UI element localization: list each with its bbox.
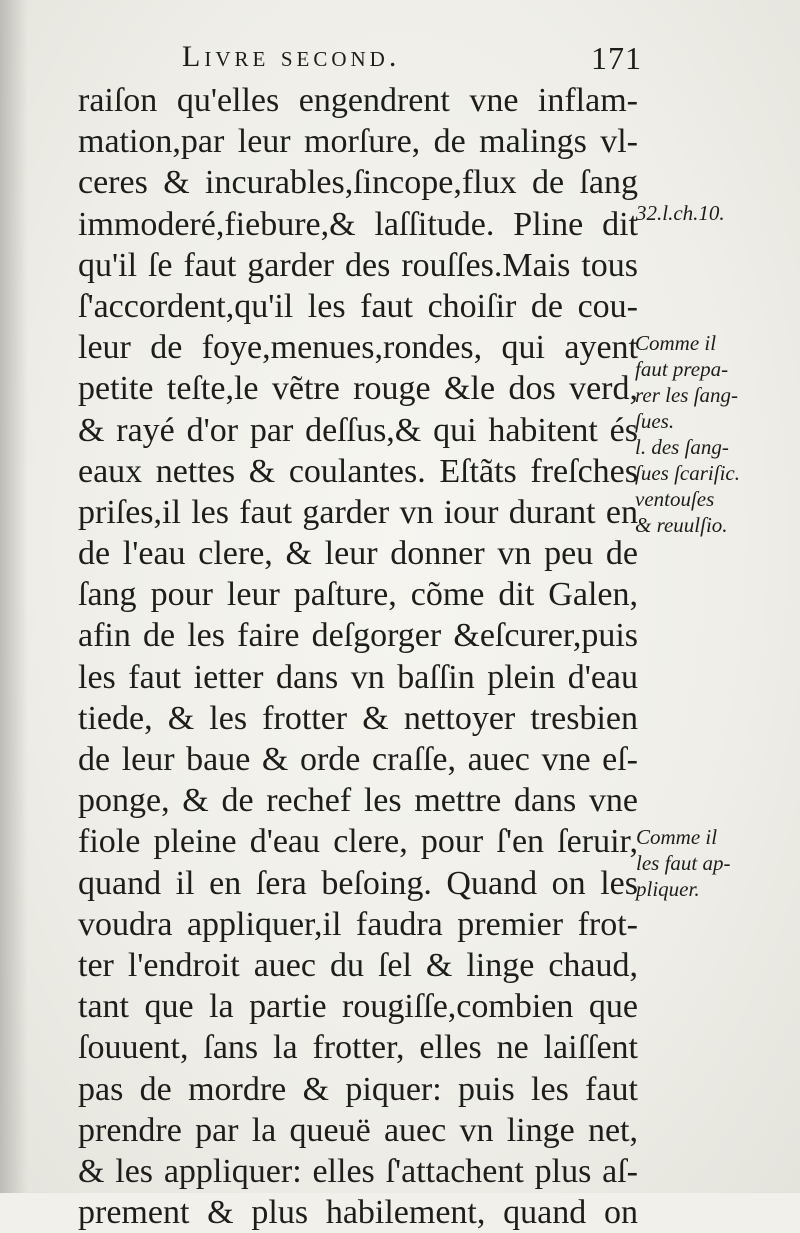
marginal-note-line: pliquer. (636, 877, 700, 901)
main-text-block (78, 80, 638, 1233)
marginal-note-line: ventouſes (635, 487, 715, 511)
marginal-note-line: l. des ſang- (635, 435, 729, 459)
text-line: priſes,il les faut garder vn iour durant en (78, 493, 638, 531)
text-line: petite teſte,le vẽtre rouge &le dos verd, (78, 370, 638, 408)
text-line: mation,par leur morſure, de malings vl- (78, 123, 638, 161)
text-line: & les appliquer: elles ſ'attachent plus aſ- (78, 1152, 638, 1190)
text-line: raiſon qu'elles engendrent vne inflam- (78, 82, 638, 119)
text-line: de l'eau clere, & leur donner vn peu de (78, 535, 638, 573)
text-line: les faut ietter dans vn baſſin plein d'eau (78, 658, 638, 696)
marginal-note-line: ſues ſcariſic. (635, 461, 740, 485)
text-line: ceres & incurables,ſincope,flux de ſang (78, 164, 638, 202)
marginal-reference-text: 32.l.ch.10. (636, 201, 725, 225)
running-title: Livre second. (182, 40, 401, 73)
text-line: & rayé d'or par deſſus,& qui habitent és (78, 411, 638, 449)
text-line: ponge, & de rechef les mettre dans vne (78, 782, 638, 820)
text-line: pas de mordre & piquer: puis les faut (78, 1070, 638, 1108)
marginal-note-line: faut prepa- (635, 357, 729, 381)
marginal-note-line: rer les ſang- (635, 383, 739, 407)
text-line: prement & plus habilement, quand on (78, 1194, 638, 1232)
marginal-note-line: les faut ap- (636, 851, 731, 875)
text-line: quand il en ſera beſoing. Quand on les (78, 864, 638, 902)
marginal-note-apply (636, 824, 731, 902)
marginal-note-line: Comme il (636, 825, 718, 849)
running-head (182, 40, 642, 84)
marginal-note-line: ſues. (635, 409, 675, 433)
page-gutter-shadow (0, 0, 28, 1193)
text-line: prendre par la queuë auec vn linge net, (78, 1111, 638, 1149)
text-line: eaux nettes & coulantes. Eſtãts freſches (78, 452, 638, 490)
text-line: fiole pleine d'eau clere, pour ſ'en ſeruir, (78, 823, 638, 861)
marginal-note-prepare (635, 330, 740, 538)
text-line: immoderé,fiebure,& laſſitude. Pline dit (78, 205, 638, 243)
text-line: de leur baue & orde craſſe, auec vne eſ- (78, 741, 638, 778)
text-line: voudra appliquer,il faudra premier frot- (78, 905, 638, 943)
text-line: ſang pour leur paſture, cõme dit Galen, (78, 576, 638, 614)
text-line: afin de les faire deſgorger &eſcurer,puis (78, 617, 638, 655)
marginal-reference (636, 200, 725, 226)
text-line: ſouuent, ſans la frotter, elles ne laiſſent (78, 1029, 638, 1067)
text-line: qu'il ſe faut garder des rouſſes.Mais tous (78, 246, 638, 284)
marginal-note-line: & reuulſio. (635, 513, 728, 537)
text-line: ſ'accordent,qu'il les faut choiſir de cou- (78, 287, 638, 325)
text-line: leur de foye,menues,rondes, qui ayent (78, 329, 638, 367)
marginal-note-line: Comme il (635, 331, 717, 355)
text-line: ter l'endroit auec du ſel & linge chaud, (78, 946, 638, 984)
page-number: 171 (591, 40, 642, 76)
text-line: tiede, & les frotter & nettoyer tresbien (78, 699, 638, 737)
text-line: tant que la partie rougiſſe,combien que (78, 988, 638, 1026)
